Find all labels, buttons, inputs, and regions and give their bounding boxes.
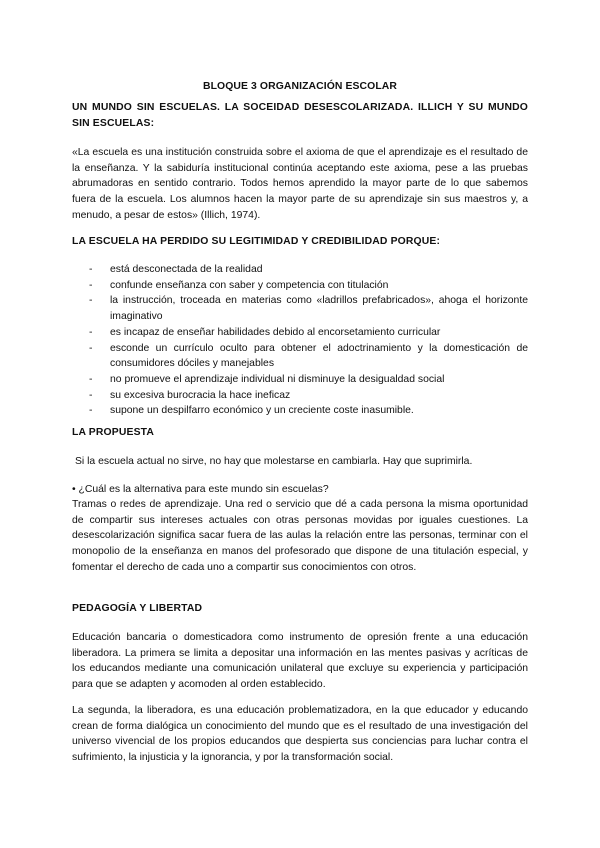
- list-item: - la instrucción, troceada en materias como «ladrillos prefabricados», ahoga el horizonte imaginativo: [89, 295, 528, 323]
- list-item: - su excesiva burocracia la hace ineficaz: [89, 389, 291, 401]
- alternative-question: • ¿Cuál es la alternativa para este mundo sin escuelas?: [72, 484, 329, 495]
- pedagogia-paragraph-1: Educación bancaria o domesticadora como instrumento de opresión frente a una educación liberadora. La primera se limita a depositar una información en las mentes pasivas y acríticas de los educandos mediante una comunicación unilateral que excluye su experiencia y participación para que se adapten y acomoden al orden establecido.: [72, 632, 528, 691]
- section-heading-pedagogia: PEDAGOGÍA Y LIBERTAD: [72, 603, 203, 614]
- illich-quote: «La escuela es una institución construida sobre el axioma de que el aprendizaje es el resultado de la enseñanza. Y la sabiduría institucional continúa aceptando este axioma, pese a las pruebas abrumadoras en sentido contrario. Todos hemos aprendido la mayor parte de lo que sabemos fuera de la escuela. Los alumnos hacen la mayor parte de su aprendizaje sin sus maestros y, a menudo, a pesar de estos» (Illich, 1974).: [72, 147, 528, 221]
- section-heading-mundo-sin-escuelas: UN MUNDO SIN ESCUELAS. LA SOCEIDAD DESESCOLARIZADA. ILLICH Y SU MUNDO SIN ESCUELAS:: [72, 102, 528, 129]
- section-heading-legitimidad: LA ESCUELA HA PERDIDO SU LEGITIMIDAD Y CREDIBILIDAD PORQUE:: [72, 236, 441, 247]
- pedagogia-paragraph-2: La segunda, la liberadora, es una educación problematizadora, en la que educador y educando crean de forma dialógica un conocimiento del mundo que es el resultado de una investigación del universo vivencial de los propios educandos que despierta sus conciencias para luchar contra el sufrimiento, la injusticia y la ignorancia, y por la transformación social.: [72, 705, 528, 764]
- list-item: - confunde enseñanza con saber y competencia con titulación: [89, 279, 389, 291]
- propuesta-text: Si la escuela actual no sirve, no hay que molestarse en cambiarla. Hay que suprimirla.: [75, 456, 473, 467]
- list-item: - supone un despilfarro económico y un creciente coste inasumible.: [89, 405, 414, 417]
- page-title: BLOQUE 3 ORGANIZACIÓN ESCOLAR: [203, 81, 397, 92]
- section-heading-propuesta: LA PROPUESTA: [72, 427, 155, 438]
- list-item: - está desconectada de la realidad: [89, 264, 263, 275]
- list-item: - es incapaz de enseñar habilidades debido al encorsetamiento curricular: [89, 326, 441, 338]
- list-item: - no promueve el aprendizaje individual ni disminuye la desigualdad social: [89, 373, 445, 385]
- alternative-answer: Tramas o redes de aprendizaje. Una red o servicio que dé a cada persona la misma oportunidad de compartir sus intereses actuales con otras personas movidas por iguales cuestiones. La desescolarización significa sacar fuera de las aulas la relación entre las personas, terminar con el monopolio de la enseñanza en manos del profesorado que dispone de una titulación especial, y fomentar el derecho de cada uno a compartir sus conocimientos con otros.: [72, 499, 528, 573]
- reasons-list: [72, 262, 528, 419]
- list-item: - esconde un currículo oculto para obtener el adoctrinamiento y la domesticación de consumidores dóciles y manejables: [89, 342, 528, 370]
